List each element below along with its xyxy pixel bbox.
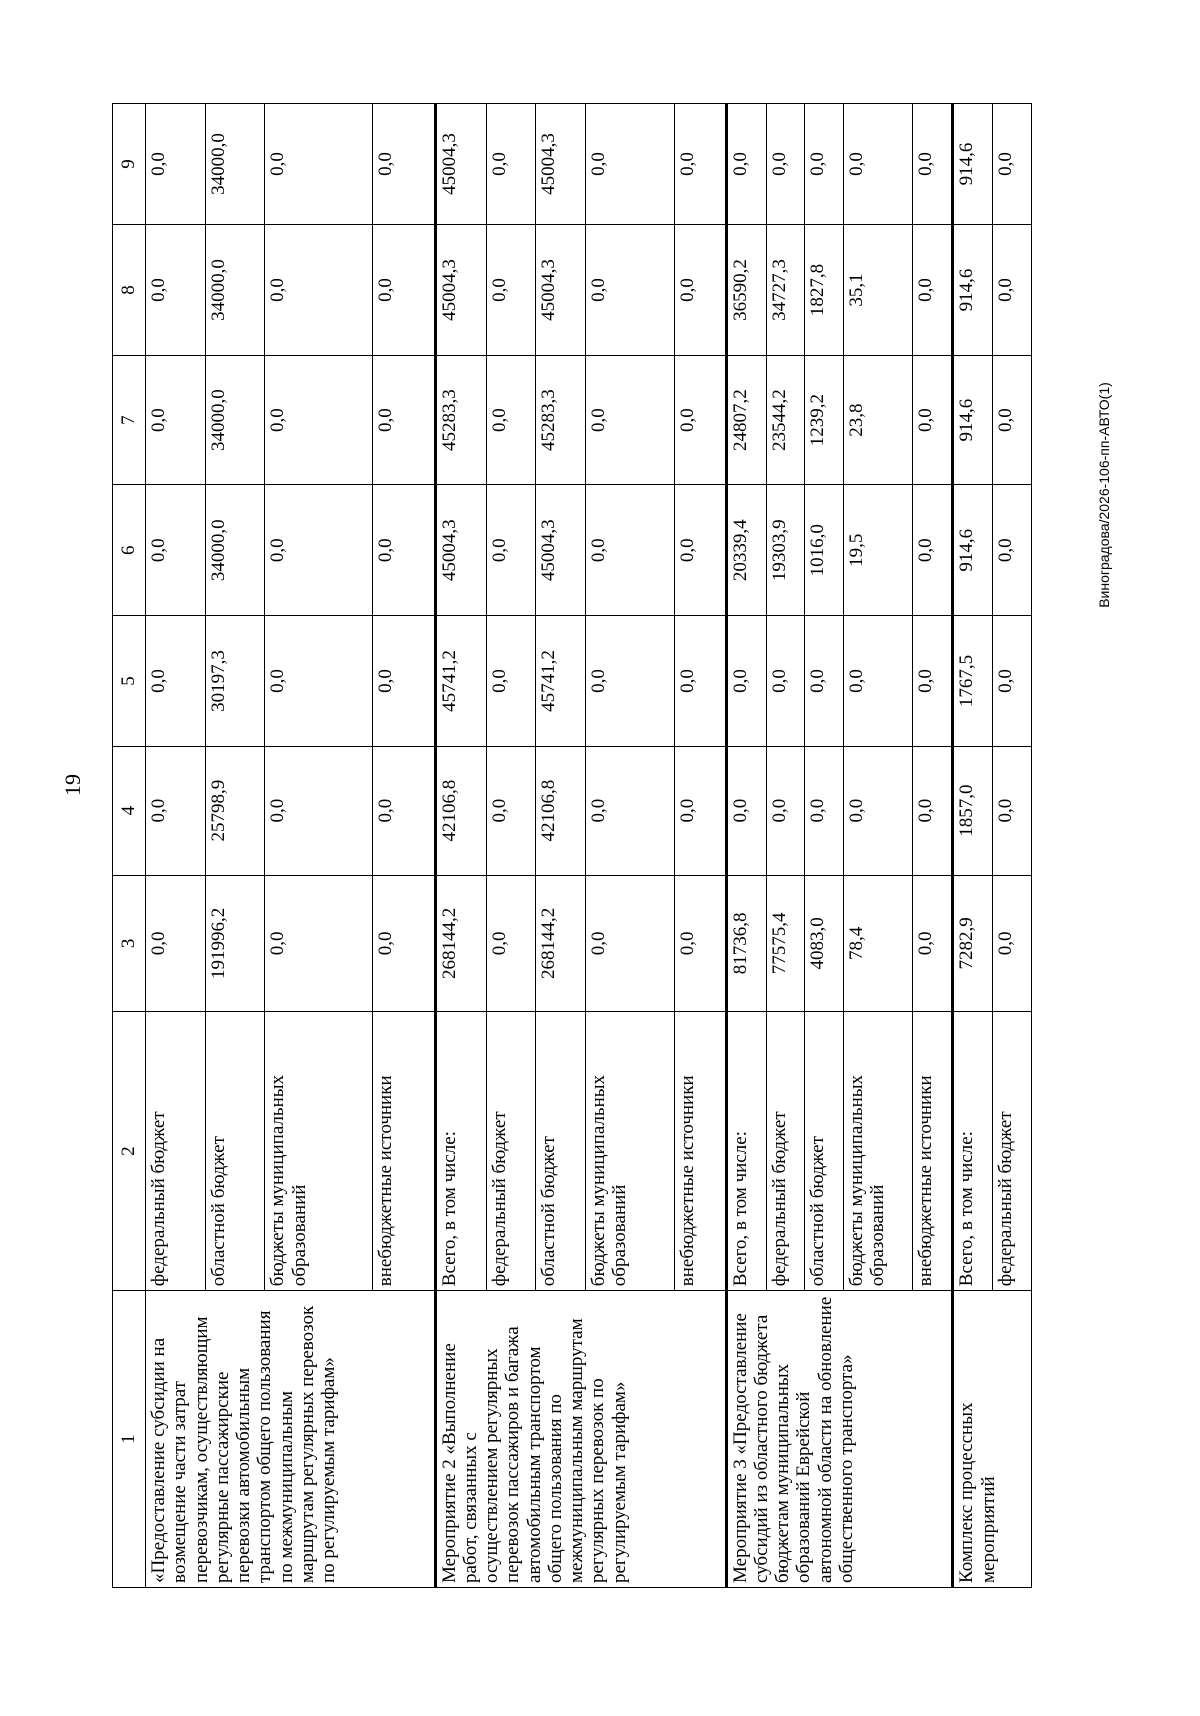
amount-cell: 0,0 (265, 224, 373, 355)
amount-cell: 0,0 (766, 616, 805, 746)
amount-cell: 78,4 (843, 875, 913, 1011)
amount-cell: 1827,8 (805, 224, 844, 355)
funding-source-cell: областной бюджет (205, 1012, 265, 1291)
amount-cell: 0,0 (146, 875, 206, 1011)
column-header: 5 (113, 616, 146, 746)
amount-cell: 24807,2 (726, 356, 766, 485)
amount-cell: 0,0 (146, 485, 206, 616)
amount-cell: 268144,2 (536, 875, 585, 1011)
amount-cell: 0,0 (993, 224, 1032, 355)
column-header: 4 (113, 746, 146, 875)
amount-cell: 0,0 (486, 616, 535, 746)
amount-cell: 0,0 (373, 104, 435, 225)
amount-cell: 34000,0 (205, 224, 265, 355)
funding-source-cell: внебюджетные источники (373, 1012, 435, 1291)
amount-cell: 0,0 (265, 104, 373, 225)
table-row (146, 104, 206, 1588)
document-footer-code: Виноградова/2026-106-пп-АВТО(1) (1096, 382, 1112, 608)
amount-cell: 4083,0 (805, 875, 844, 1011)
amount-cell: 0,0 (913, 104, 953, 225)
amount-cell: 0,0 (585, 224, 674, 355)
amount-cell: 42106,8 (435, 746, 486, 875)
amount-cell: 0,0 (373, 616, 435, 746)
amount-cell: 0,0 (486, 875, 535, 1011)
amount-cell: 34727,3 (766, 224, 805, 355)
amount-cell: 45283,3 (536, 356, 585, 485)
amount-cell: 0,0 (675, 616, 726, 746)
amount-cell: 0,0 (843, 104, 913, 225)
amount-cell: 0,0 (993, 104, 1032, 225)
amount-cell: 0,0 (843, 746, 913, 875)
amount-cell: 20339,4 (726, 485, 766, 616)
amount-cell: 914,6 (953, 224, 993, 355)
amount-cell: 36590,2 (726, 224, 766, 355)
amount-cell: 45741,2 (435, 616, 486, 746)
amount-cell: 0,0 (486, 224, 535, 355)
amount-cell: 0,0 (486, 104, 535, 225)
funding-source-cell: Всего, в том числе: (435, 1012, 486, 1291)
table-row (435, 104, 486, 1588)
amount-cell: 1239,2 (805, 356, 844, 485)
funding-source-cell: федеральный бюджет (993, 1012, 1032, 1291)
funding-source-cell: внебюджетные источники (675, 1012, 726, 1291)
amount-cell: 0,0 (726, 616, 766, 746)
funding-source-cell: федеральный бюджет (146, 1012, 206, 1291)
column-header: 3 (113, 875, 146, 1011)
activity-title-cell: Мероприятие 2 «Выполнение работ, связанных с осуществлением регулярных перевозок пассажиров и багажа автомобильным транспортом общего пользования по межмуниципальным маршрутам регулярных перевозок по регулируемым тарифам» (435, 1291, 726, 1588)
amount-cell: 914,6 (953, 485, 993, 616)
amount-cell: 81736,8 (726, 875, 766, 1011)
amount-cell: 0,0 (993, 746, 1032, 875)
amount-cell: 0,0 (675, 104, 726, 225)
amount-cell: 45004,3 (435, 104, 486, 225)
amount-cell: 0,0 (486, 485, 535, 616)
amount-cell: 0,0 (585, 875, 674, 1011)
amount-cell: 0,0 (265, 485, 373, 616)
activity-title-cell: Комплекс процессных мероприятий (953, 1291, 1032, 1588)
amount-cell: 0,0 (913, 224, 953, 355)
amount-cell: 42106,8 (536, 746, 585, 875)
amount-cell: 0,0 (585, 616, 674, 746)
amount-cell: 0,0 (766, 104, 805, 225)
amount-cell: 45283,3 (435, 356, 486, 485)
amount-cell: 0,0 (373, 224, 435, 355)
amount-cell: 0,0 (805, 746, 844, 875)
amount-cell: 45004,3 (536, 224, 585, 355)
page-number: 19 (60, 774, 85, 796)
amount-cell: 1857,0 (953, 746, 993, 875)
table-row (726, 104, 766, 1588)
amount-cell: 34000,0 (205, 104, 265, 225)
funding-source-cell: Всего, в том числе: (726, 1012, 766, 1291)
table-row (953, 104, 993, 1588)
amount-cell: 0,0 (265, 616, 373, 746)
rotated-table-container (112, 103, 1032, 1588)
amount-cell: 191996,2 (205, 875, 265, 1011)
amount-cell: 0,0 (805, 616, 844, 746)
amount-cell: 0,0 (486, 746, 535, 875)
amount-cell: 7282,9 (953, 875, 993, 1011)
amount-cell: 0,0 (913, 485, 953, 616)
amount-cell: 0,0 (993, 875, 1032, 1011)
amount-cell: 30197,3 (205, 616, 265, 746)
column-header: 9 (113, 104, 146, 225)
budget-table (112, 103, 1032, 1588)
column-header: 6 (113, 485, 146, 616)
amount-cell: 0,0 (585, 356, 674, 485)
column-header: 1 (113, 1291, 146, 1588)
amount-cell: 0,0 (585, 104, 674, 225)
funding-source-cell: внебюджетные источники (913, 1012, 953, 1291)
amount-cell: 0,0 (675, 485, 726, 616)
amount-cell: 23,8 (843, 356, 913, 485)
amount-cell: 25798,9 (205, 746, 265, 875)
amount-cell: 0,0 (913, 746, 953, 875)
amount-cell: 0,0 (843, 616, 913, 746)
activity-title-cell: «Предоставление субсидии на возмещение части затрат перевозчикам, осуществляющим регулярные пассажирские перевозки автомобильным транспортом общего пользования по межмуниципальным маршрутам регулярных перевозок по регулируемым тарифам» (146, 1291, 436, 1588)
amount-cell: 77575,4 (766, 875, 805, 1011)
column-header: 2 (113, 1012, 146, 1291)
amount-cell: 0,0 (675, 875, 726, 1011)
activity-title-cell: Мероприятие 3 «Предоставление субсидий из областного бюджета бюджетам муниципальных образований Еврейской автономной области на обновление общественного транспорта» (726, 1291, 953, 1588)
amount-cell: 0,0 (585, 485, 674, 616)
amount-cell: 914,6 (953, 356, 993, 485)
amount-cell: 0,0 (146, 104, 206, 225)
amount-cell: 0,0 (373, 485, 435, 616)
funding-source-cell: бюджеты муниципальных образований (265, 1012, 373, 1291)
amount-cell: 0,0 (675, 356, 726, 485)
funding-source-cell: бюджеты муниципальных образований (585, 1012, 674, 1291)
funding-source-cell: федеральный бюджет (486, 1012, 535, 1291)
amount-cell: 268144,2 (435, 875, 486, 1011)
amount-cell: 0,0 (913, 616, 953, 746)
amount-cell: 0,0 (265, 746, 373, 875)
amount-cell: 0,0 (373, 875, 435, 1011)
amount-cell: 0,0 (993, 616, 1032, 746)
amount-cell: 45004,3 (435, 224, 486, 355)
amount-cell: 0,0 (146, 224, 206, 355)
amount-cell: 34000,0 (205, 356, 265, 485)
amount-cell: 45004,3 (435, 485, 486, 616)
amount-cell: 23544,2 (766, 356, 805, 485)
amount-cell: 34000,0 (205, 485, 265, 616)
amount-cell: 0,0 (726, 104, 766, 225)
amount-cell: 19303,9 (766, 485, 805, 616)
column-header: 8 (113, 224, 146, 355)
amount-cell: 0,0 (373, 746, 435, 875)
amount-cell: 0,0 (913, 356, 953, 485)
amount-cell: 19,5 (843, 485, 913, 616)
header-row (113, 104, 146, 1588)
amount-cell: 0,0 (373, 356, 435, 485)
funding-source-cell: Всего, в том числе: (953, 1012, 993, 1291)
column-header: 7 (113, 356, 146, 485)
funding-source-cell: федеральный бюджет (766, 1012, 805, 1291)
amount-cell: 0,0 (805, 104, 844, 225)
amount-cell: 35,1 (843, 224, 913, 355)
amount-cell: 0,0 (146, 356, 206, 485)
funding-source-cell: областной бюджет (805, 1012, 844, 1291)
amount-cell: 0,0 (993, 485, 1032, 616)
amount-cell: 0,0 (486, 356, 535, 485)
amount-cell: 0,0 (675, 224, 726, 355)
funding-source-cell: бюджеты муниципальных образований (843, 1012, 913, 1291)
amount-cell: 45004,3 (536, 104, 585, 225)
amount-cell: 0,0 (766, 746, 805, 875)
amount-cell: 0,0 (585, 746, 674, 875)
amount-cell: 914,6 (953, 104, 993, 225)
amount-cell: 0,0 (913, 875, 953, 1011)
amount-cell: 0,0 (265, 875, 373, 1011)
amount-cell: 0,0 (993, 356, 1032, 485)
amount-cell: 0,0 (146, 746, 206, 875)
amount-cell: 45004,3 (536, 485, 585, 616)
amount-cell: 0,0 (146, 616, 206, 746)
amount-cell: 0,0 (726, 746, 766, 875)
amount-cell: 45741,2 (536, 616, 585, 746)
funding-source-cell: областной бюджет (536, 1012, 585, 1291)
amount-cell: 0,0 (675, 746, 726, 875)
amount-cell: 1767,5 (953, 616, 993, 746)
amount-cell: 1016,0 (805, 485, 844, 616)
amount-cell: 0,0 (265, 356, 373, 485)
